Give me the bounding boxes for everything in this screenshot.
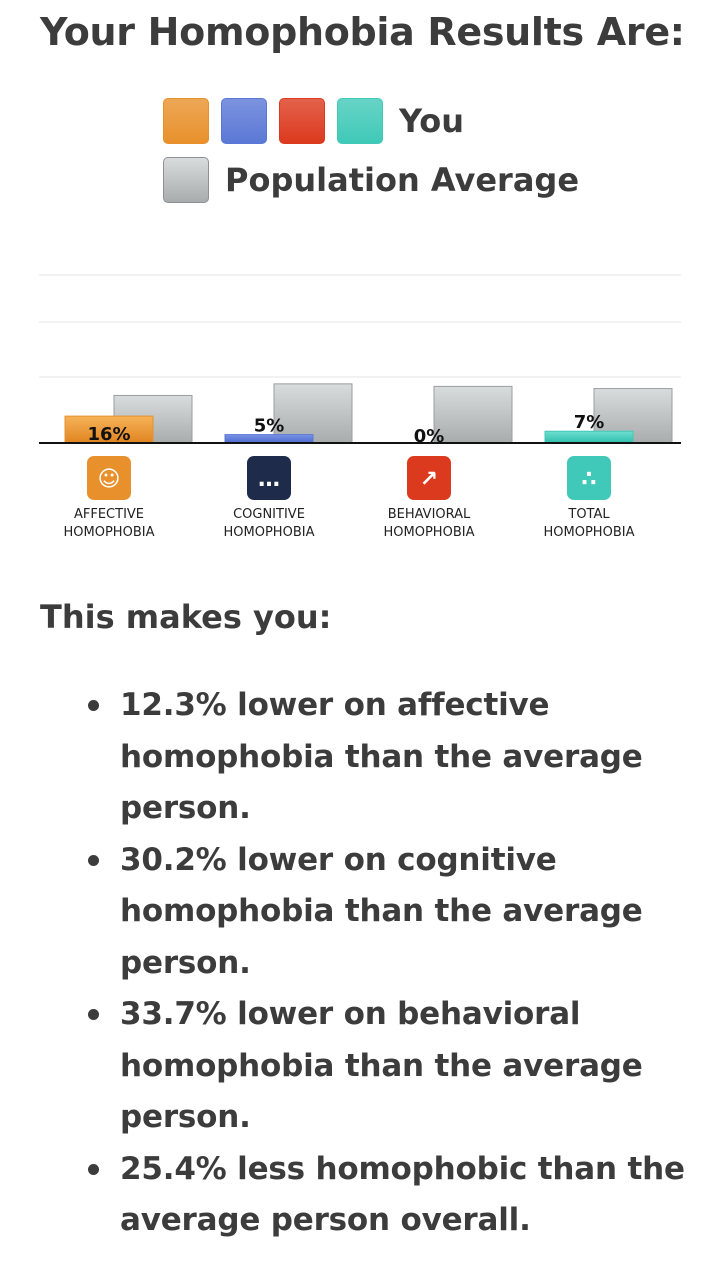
page-title: Your Homophobia Results Are: <box>40 10 685 54</box>
bar-value-label: 16% <box>87 424 131 445</box>
category-label: HOMOPHOBIA <box>543 525 635 540</box>
result-item <box>88 835 688 990</box>
result-item <box>88 1144 688 1247</box>
result-text: 12.3% lower on affective homophobia than the average person. <box>120 687 643 826</box>
category-label: HOMOPHOBIA <box>63 525 155 540</box>
legend-population <box>163 155 579 205</box>
category-label: TOTAL <box>568 507 610 522</box>
bar-value-label: 0% <box>413 426 445 447</box>
legend-you <box>163 96 579 146</box>
bullet <box>88 700 99 711</box>
summary-intro: This makes you: <box>40 598 332 636</box>
results-list <box>88 680 688 1247</box>
legend-swatch-affective <box>163 98 209 144</box>
icon-glyph: ↗ <box>419 467 439 492</box>
category-label: BEHAVIORAL <box>387 507 471 522</box>
result-text: 30.2% lower on cognitive homophobia than the average person. <box>120 841 643 981</box>
bar-value-label: 7% <box>573 412 605 434</box>
bullet <box>88 1164 99 1175</box>
result-text: 25.4% less homophobic than the average person overall. <box>120 1150 685 1238</box>
icon-glyph: … <box>258 467 280 492</box>
result-item <box>88 680 688 835</box>
category-label: HOMOPHOBIA <box>383 525 475 540</box>
population-bar <box>434 386 512 443</box>
bullet <box>88 855 99 866</box>
category-label: AFFECTIVE <box>73 507 145 522</box>
chart-legend <box>163 96 579 214</box>
category-label: HOMOPHOBIA <box>223 525 315 540</box>
legend-swatch-behavioral <box>279 98 325 144</box>
result-text: 33.7% lower on behavioral homophobia than the average person. <box>120 996 643 1135</box>
legend-swatch-population <box>163 157 209 203</box>
legend-population-label: Population Average <box>225 161 580 199</box>
bar-value-label: 5% <box>253 415 285 437</box>
legend-you-label: You <box>399 102 464 140</box>
result-item <box>88 989 688 1144</box>
legend-swatch-cognitive <box>221 98 267 144</box>
icon-glyph: ∴ <box>581 467 597 492</box>
icon-glyph: ☺ <box>97 467 121 492</box>
legend-swatch-total <box>337 98 383 144</box>
bar-chart <box>0 260 720 550</box>
bullet <box>88 1009 99 1020</box>
category-label: COGNITIVE <box>233 507 305 522</box>
